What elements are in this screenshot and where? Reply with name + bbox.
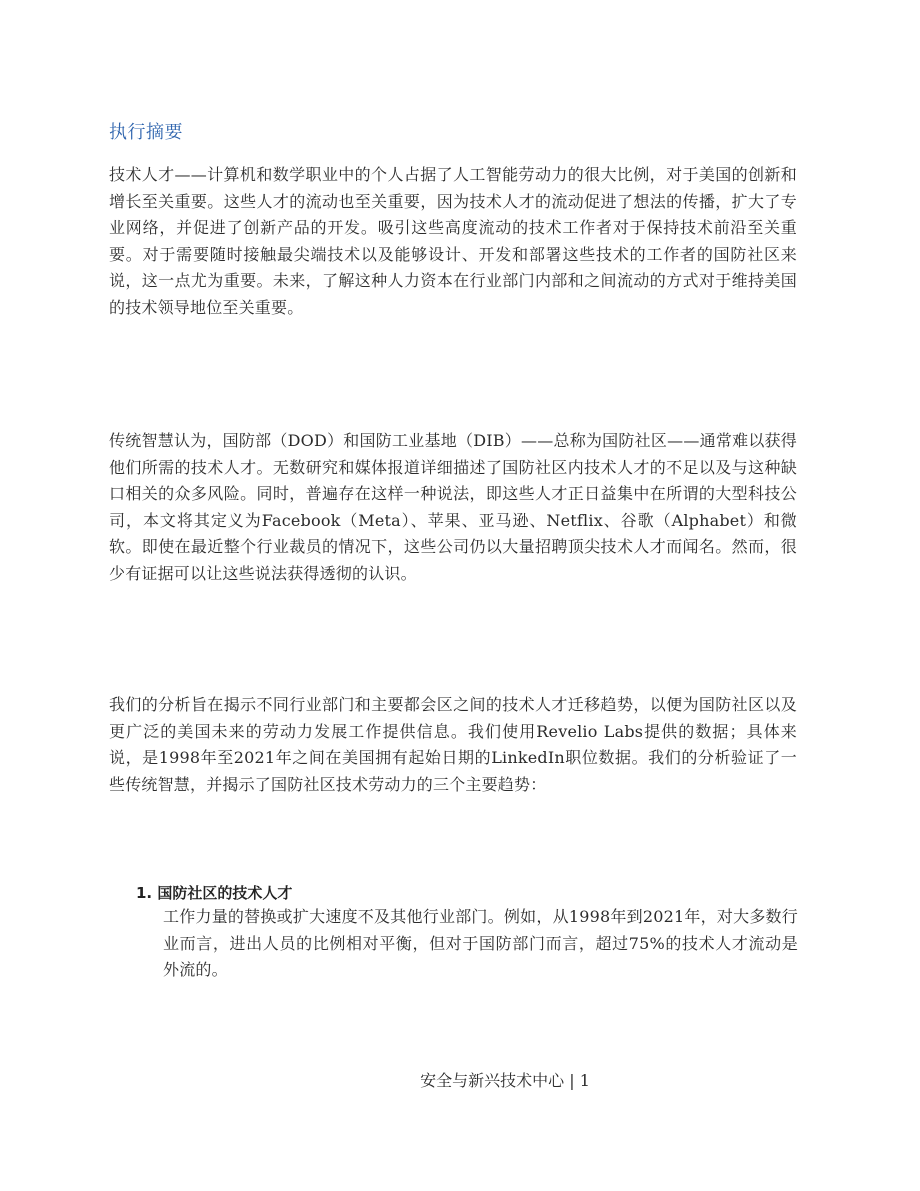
list-item-title: 1. 国防社区的技术人才	[136, 884, 293, 902]
footer-text: 安全与新兴技术中心 | 1	[420, 1071, 590, 1090]
list-item	[136, 882, 798, 984]
page-footer	[0, 1068, 920, 1091]
list-item-body: 工作力量的替换或扩大速度不及其他行业部门。例如，从1998年到2021年，对大多数行业而言，进出人员的比例相对平衡，但对于国防部门而言，超过75%的技术人才流动是外流的。	[163, 907, 798, 979]
section-heading: 执行摘要	[109, 122, 183, 143]
paragraph-3: 我们的分析旨在揭示不同行业部门和主要都会区之间的技术人才迁移趋势，以便为国防社区以及更广泛的美国未来的劳动力发展工作提供信息。我们使用Revelio Labs提供的数据；具体来说，是1998年至2021年之间在美国拥有起始日期的LinkedIn职位数据。我们的分析验证了一些传统智慧，并揭示了国防社区技术劳动力的三个主要趋势：	[109, 695, 797, 794]
paragraph-1: 技术人才——计算机和数学职业中的个人占据了人工智能劳动力的很大比例，对于美国的创新和增长至关重要。这些人才的流动也至关重要，因为技术人才的流动促进了想法的传播，扩大了专业网络，并促进了创新产品的开发。吸引这些高度流动的技术工作者对于保持技术前沿至关重要。对于需要随时接触最尖端技术以及能够设计、开发和部署这些技术的工作者的国防社区来说，这一点尤为重要。未来，了解这种人力资本在行业部门内部和之间流动的方式对于维持美国的技术领导地位至关重要。	[109, 165, 797, 317]
paragraph-2: 传统智慧认为，国防部（DOD）和国防工业基地（DIB）——总称为国防社区——通常难以获得他们所需的技术人才。无数研究和媒体报道详细描述了国防社区内技术人才的不足以及与这种缺口相关的众多风险。同时，普遍存在这样一种说法，即这些人才正日益集中在所谓的大型科技公司，本文将其定义为Facebook（Meta）、苹果、亚马逊、Netflix、谷歌（Alphabet）和微软。即使在最近整个行业裁员的情况下，这些公司仍以大量招聘顶尖技术人才而闻名。然而，很少有证据可以让这些说法获得透彻的认识。	[109, 431, 797, 583]
